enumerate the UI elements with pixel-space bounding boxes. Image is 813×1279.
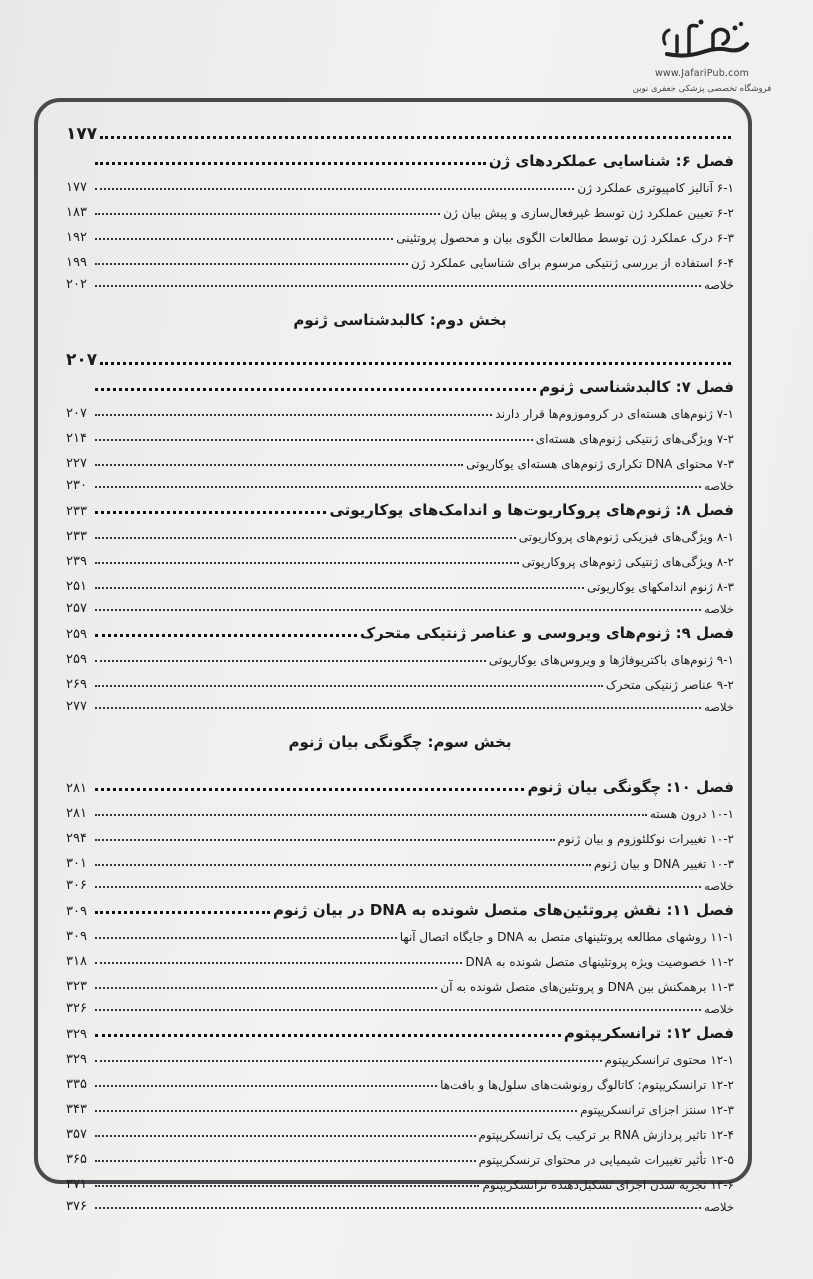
dot-leader [95, 188, 574, 190]
section-heading [66, 714, 734, 770]
entry-label: ۶-۴ استفاده از بررسی ژنتیکی مرسوم برای شناسایی عملکرد ژن [411, 256, 734, 270]
dot-leader [95, 1009, 701, 1011]
entry-label: ۶-۲ تعیین عملکرد ژن توسط غیرفعال‌سازی و پیش بیان ژن [443, 206, 734, 220]
page-number: ۳۳۵ [66, 1077, 87, 1092]
dot-leader [95, 388, 536, 391]
entry-label: ۱۲-۶ تجزیه شدن اجزای تشکیل‌دهنده ترانسکریپتوم [482, 1178, 734, 1192]
page-number: ۱۹۹ [66, 255, 87, 270]
page-number: ۲۵۱ [66, 579, 87, 594]
page-number: ۲۵۷ [66, 601, 87, 616]
entry-label: خلاصه [704, 602, 734, 616]
page-number: ۳۷۶ [66, 1199, 87, 1214]
entry-label: ۱۲-۵ تأثیر تغییرات شیمیایی در محتوای ترنسکریپتوم [478, 1153, 734, 1167]
chapter-title: فصل ۶: شناسایی عملکردهای ژن [488, 152, 734, 170]
dot-leader [95, 285, 701, 287]
dot-leader [95, 685, 603, 687]
page-number: ۳۴۳ [66, 1102, 87, 1117]
entry-label: ۱۰-۱ درون هسته [649, 807, 734, 821]
toc-entry[interactable] [66, 544, 734, 569]
page-number: ۲۳۰ [66, 478, 87, 493]
page-number: ۳۰۶ [66, 878, 87, 893]
publisher-logo-icon [655, 14, 755, 66]
toc-entry[interactable] [66, 919, 734, 944]
toc-entry[interactable] [66, 944, 734, 969]
page-number: ۱۷۷ [66, 124, 98, 144]
toc-entry[interactable] [66, 519, 734, 544]
toc-entry[interactable] [66, 1117, 734, 1142]
dot-leader [95, 537, 516, 539]
dot-leader [95, 587, 584, 589]
dot-leader [95, 987, 437, 989]
entry-label: ۱۲-۲ ترانسکریپتوم: کاتالوگ رونوشت‌های سلول‌ها و بافت‌ها [440, 1078, 734, 1092]
page-number: ۳۲۹ [66, 1052, 87, 1067]
entry-label: ۱۱-۱ روشهای مطالعه پروتئینهای متصل به DNA و جایگاه اتصال آنها [399, 930, 734, 944]
dot-leader [95, 486, 701, 488]
entry-label: ۶-۱ آنالیز کامپیوتری عملکرد ژن [577, 181, 734, 195]
page-number: ۱۸۳ [66, 205, 87, 220]
entry-label: ۹-۱ ژنوم‌های باکتریوفاژها و ویروس‌های یوکاریوتی [488, 653, 734, 667]
dot-leader [95, 1060, 602, 1062]
entry-label: خلاصه [704, 278, 734, 292]
chapter-row[interactable] [66, 370, 734, 396]
chapter-row[interactable] [66, 1016, 734, 1042]
chapter-title: فصل ۷: کالبدشناسی ژنوم [539, 378, 734, 396]
page-number: ۱۹۲ [66, 230, 87, 245]
dot-leader [95, 511, 326, 514]
dot-leader [95, 238, 393, 240]
entry-label: ۸-۲ ویژگی‌های ژنتیکی ژنوم‌های پروکاریوتی [521, 555, 734, 569]
page-number: ۲۵۹ [66, 652, 87, 667]
entry-label: ۶-۳ درک عملکرد ژن توسط مطالعات الگوی بیان و محصول پروتئینی [396, 231, 734, 245]
summary-row[interactable] [66, 471, 734, 493]
toc-entry[interactable] [66, 170, 734, 195]
page-number: ۳۰۹ [66, 929, 87, 944]
toc-entry[interactable] [66, 1142, 734, 1167]
entry-label: ۱۱-۲ خصوصیت ویژه پروتئینهای متصل شونده به DNA [465, 955, 734, 969]
page-number: ۲۷۷ [66, 699, 87, 714]
entry-label: ۱۲-۱ محتوی ترانسکریپتوم [604, 1053, 734, 1067]
dot-leader [95, 1034, 561, 1037]
entry-label: ۱۲-۴ تاثیر پردازش RNA بر ترکیب یک ترانسکریپتوم [478, 1128, 734, 1142]
dot-leader [95, 1135, 476, 1137]
page-number: ۲۳۹ [66, 554, 87, 569]
dot-leader [95, 937, 397, 939]
chapter-row[interactable] [66, 616, 734, 642]
page-number: ۲۲۷ [66, 456, 87, 471]
dot-leader [100, 362, 731, 365]
dot-leader [95, 707, 701, 709]
summary-row[interactable] [66, 994, 734, 1016]
toc-entry[interactable] [66, 1042, 734, 1067]
dot-leader [95, 1207, 701, 1209]
toc-entry[interactable] [66, 1167, 734, 1192]
toc-entry[interactable] [66, 796, 734, 821]
toc-entry[interactable] [66, 245, 734, 270]
toc-entry[interactable] [66, 667, 734, 692]
part-page-row[interactable] [66, 122, 734, 144]
chapter-row[interactable] [66, 493, 734, 519]
dot-leader [95, 213, 440, 215]
dot-leader [100, 136, 731, 139]
entry-label: ۱۱-۳ برهمکنش بین DNA و پروتئین‌های متصل شونده به آن [440, 980, 734, 994]
chapter-title: فصل ۸: ژنوم‌های پروکاریوت‌ها و اندامک‌های یوکاریوتی [329, 501, 734, 519]
dot-leader [95, 788, 524, 791]
toc-entry[interactable] [66, 1092, 734, 1117]
dot-leader [95, 1085, 437, 1087]
dot-leader [95, 634, 357, 637]
toc-entry[interactable] [66, 396, 734, 421]
toc-entry[interactable] [66, 642, 734, 667]
page-number: ۲۰۷ [66, 406, 87, 421]
entry-label: ۹-۲ عناصر ژنتیکی متحرک [605, 678, 734, 692]
chapter-row[interactable] [66, 893, 734, 919]
page-number: ۳۰۱ [66, 856, 87, 871]
publisher-url[interactable]: www.JafariPub.com [654, 68, 750, 79]
entry-label: خلاصه [704, 1002, 734, 1016]
entry-label: ۸-۱ ویژگی‌های فیزیکی ژنوم‌های پروکاریوتی [518, 530, 734, 544]
part-page-row[interactable] [66, 348, 734, 370]
dot-leader [95, 562, 519, 564]
page-number: ۳۰۹ [66, 904, 87, 919]
page-number: ۳۵۷ [66, 1127, 87, 1142]
chapter-title: فصل ۱۱: نقش پروتئین‌های متصل شونده به DNA در بیان ژنوم [272, 901, 734, 919]
dot-leader [95, 1110, 577, 1112]
page-number: ۳۲۳ [66, 979, 87, 994]
dot-leader [95, 864, 591, 866]
table-of-contents [66, 122, 734, 1214]
dot-leader [95, 839, 555, 841]
toc-entry[interactable] [66, 969, 734, 994]
page-number: ۱۷۷ [66, 180, 87, 195]
publisher-logo[interactable] [627, 14, 777, 98]
chapter-title: فصل ۱۰: چگونگی بیان ژنوم [527, 778, 734, 796]
toc-entry[interactable] [66, 446, 734, 471]
chapter-row[interactable] [66, 144, 734, 170]
summary-row[interactable] [66, 871, 734, 893]
toc-entry[interactable] [66, 1067, 734, 1092]
entry-label: ۷-۳ محتوای DNA تکراری ژنوم‌های هسته‌ای یوکاریوتی [466, 457, 734, 471]
entry-label: خلاصه [704, 879, 734, 893]
toc-entry[interactable] [66, 421, 734, 446]
toc-entry[interactable] [66, 195, 734, 220]
entry-label: ۱۰-۳ تغییر DNA و بیان ژنوم [593, 857, 734, 871]
entry-label: خلاصه [704, 700, 734, 714]
page-number: ۳۲۹ [66, 1027, 87, 1042]
dot-leader [95, 414, 492, 416]
page-number: ۲۸۱ [66, 806, 87, 821]
dot-leader [95, 962, 462, 964]
summary-row[interactable] [66, 1192, 734, 1214]
dot-leader [95, 911, 270, 914]
summary-row[interactable] [66, 692, 734, 714]
dot-leader [95, 439, 533, 441]
dot-leader [95, 1185, 479, 1187]
dot-leader [95, 886, 701, 888]
chapter-row[interactable] [66, 770, 734, 796]
page-number: ۲۸۱ [66, 781, 87, 796]
entry-label: ۱۲-۳ سنتز اجزای ترانسکریپتوم [580, 1103, 734, 1117]
dot-leader [95, 609, 701, 611]
entry-label: ۱۰-۲ تغییرات نوکلئوزوم و بیان ژنوم [557, 832, 734, 846]
page-number: ۲۳۳ [66, 529, 87, 544]
section-title: بخش سوم: چگونگی بیان ژنوم [288, 733, 512, 751]
dot-leader [95, 814, 647, 816]
entry-label: ۸-۳ ژنوم اندامکهای یوکاریوتی [587, 580, 734, 594]
page-number: ۳۷۱ [66, 1177, 87, 1192]
page-number: ۳۱۸ [66, 954, 87, 969]
page-number: ۲۵۹ [66, 627, 87, 642]
toc-entry[interactable] [66, 846, 734, 871]
toc-entry[interactable] [66, 821, 734, 846]
page-number: ۳۶۵ [66, 1152, 87, 1167]
summary-row[interactable] [66, 270, 734, 292]
entry-label: خلاصه [704, 479, 734, 493]
page-number: ۲۰۲ [66, 277, 87, 292]
summary-row[interactable] [66, 594, 734, 616]
entry-label: ۷-۲ ویژگی‌های ژنتیکی ژنوم‌های هسته‌ای [535, 432, 734, 446]
toc-entry[interactable] [66, 220, 734, 245]
publisher-subtitle: فروشگاه تخصصی پزشکی جعفری نوین [632, 84, 772, 94]
entry-label: ۷-۱ ژنوم‌های هسته‌ای در کروموزوم‌ها قرار دارند [495, 407, 734, 421]
page-number: ۲۰۷ [66, 350, 98, 370]
chapter-title: فصل ۹: ژنوم‌های ویروسی و عناصر ژنتیکی متحرک [359, 624, 734, 642]
dot-leader [95, 660, 486, 662]
toc-entry[interactable] [66, 569, 734, 594]
chapter-title: فصل ۱۲: ترانسکریپتوم [563, 1024, 734, 1042]
page-number: ۲۶۹ [66, 677, 87, 692]
page-number: ۲۹۴ [66, 831, 87, 846]
page-number: ۲۳۳ [66, 504, 87, 519]
dot-leader [95, 263, 408, 265]
dot-leader [95, 464, 463, 466]
dot-leader [95, 162, 486, 165]
entry-label: خلاصه [704, 1200, 734, 1214]
section-title: بخش دوم: کالبدشناسی ژنوم [293, 311, 507, 329]
dot-leader [95, 1160, 476, 1162]
page-number: ۳۲۶ [66, 1001, 87, 1016]
page-number: ۲۱۴ [66, 431, 87, 446]
section-heading [66, 292, 734, 348]
